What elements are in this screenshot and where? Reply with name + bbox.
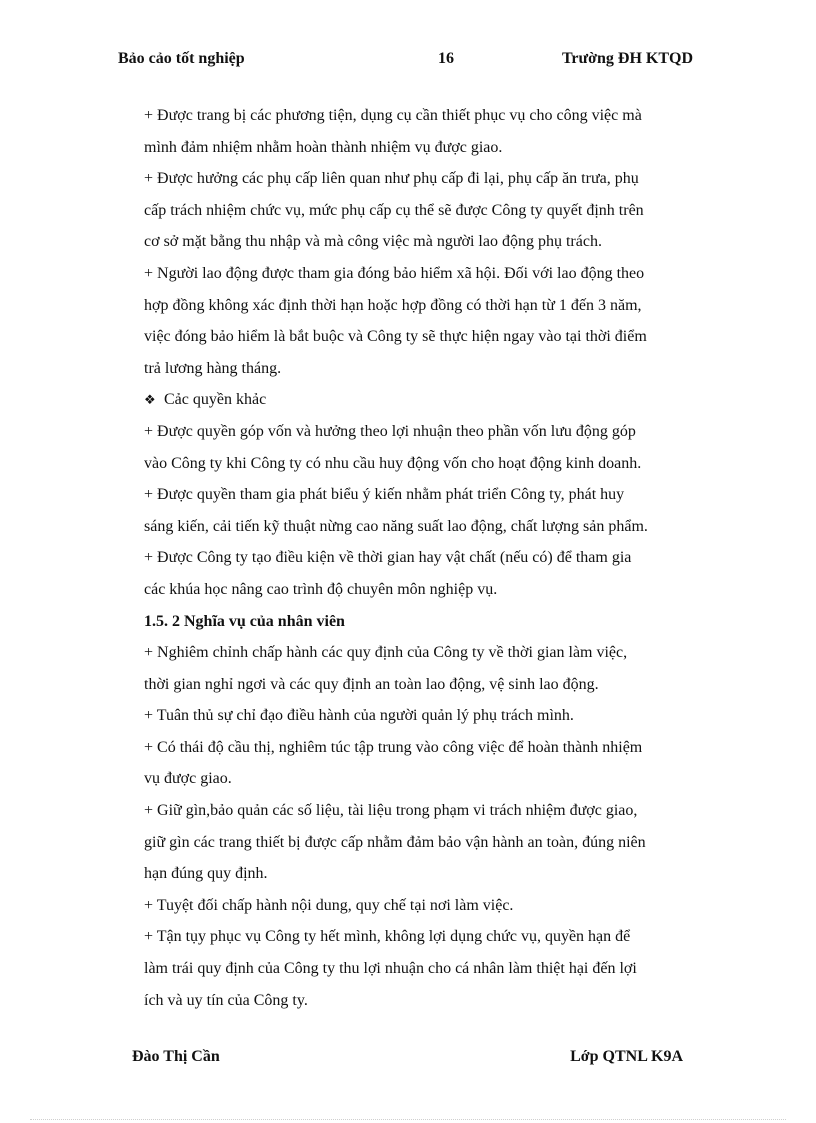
- body-line: cơ sở mặt bằng thu nhập và mà công việc mà người lao động phụ trách.: [144, 233, 602, 251]
- body-line: trả lương hàng tháng.: [144, 359, 282, 377]
- body-line: + Được hưởng các phụ cấp liên quan như phụ cấp đi lại, phụ cấp ăn trưa, phụ: [144, 170, 639, 188]
- body-line: hợp đồng không xác định thời hạn hoặc hợp đồng có thời hạn từ 1 đến 3 năm,: [144, 296, 642, 314]
- header-report-title: Bảo cảo tốt nghiệp: [118, 50, 245, 67]
- subsection-heading: [144, 384, 692, 416]
- body-line: hạn đúng quy định.: [144, 865, 268, 883]
- body-line: + Được quyền tham gia phát biểu ý kiến nhằm phát triển Công ty, phát huy: [144, 486, 625, 504]
- body-line: + Được quyền góp vốn và hưởng theo lợi nhuận theo phần vốn lưu động góp: [144, 422, 636, 440]
- header-school-name: Trường ĐH KTQD: [561, 50, 693, 67]
- body-line: + Tuân thủ sự chỉ đạo điều hành của người quản lý phụ trách mình.: [144, 707, 574, 725]
- footer-author: Đào Thị Cần: [132, 1048, 220, 1065]
- subsection-label: Cảc quyền khảc: [164, 391, 267, 409]
- body-line: + Tận tụy phục vụ Công ty hết mình, không lợi dụng chức vụ, quyền hạn để: [144, 928, 631, 946]
- body-line: giữ gìn các trang thiết bị được cấp nhằm đảm bảo vận hành an toàn, đúng niên: [144, 833, 646, 851]
- body-line: việc đóng bảo hiểm là bắt buộc và Công ty sẽ thực hiện ngay vào tại thời điểm: [144, 328, 647, 346]
- body-line: sáng kiến, cải tiến kỹ thuật nừng cao năng suất lao động, chất lượng sản phẩm.: [144, 517, 648, 535]
- body-line: ích và uy tín của Công ty.: [144, 991, 308, 1009]
- section-heading: 1.5. 2 Nghĩa vụ của nhân viên: [144, 612, 345, 630]
- body-line: vào Công ty khi Công ty có nhu cầu huy động vốn cho hoạt động kinh doanh.: [144, 454, 642, 472]
- page-header: [118, 50, 693, 74]
- body-line: vụ được giao.: [144, 770, 232, 788]
- page-footer: [132, 1048, 683, 1072]
- body-line: + Người lao động được tham gia đóng bảo hiểm xã hội. Đối với lao động theo: [144, 264, 645, 282]
- body-line: + Giữ gìn,bảo quản các số liệu, tài liệu trong phạm vi trách nhiệm được giao,: [144, 802, 638, 820]
- body-line: làm trái quy định của Công ty thu lợi nhuận cho cá nhân làm thiệt hại đến lợi: [144, 960, 637, 978]
- page-number: 16: [438, 50, 454, 67]
- body-line: các khúa học nâng cao trình độ chuyên môn nghiệp vụ.: [144, 580, 498, 598]
- body-line: + Được Công ty tạo điều kiện về thời gian hay vật chất (nếu có) để tham gia: [144, 549, 632, 567]
- body-line: thời gian nghỉ ngơi và các quy định an toàn lao động, vệ sinh lao động.: [144, 675, 599, 693]
- body-line: + Nghiêm chỉnh chấp hành các quy định của Công ty về thời gian làm việc,: [144, 644, 628, 662]
- footer-class: Lớp QTNL K9A: [570, 1048, 683, 1065]
- diamond-bullet-icon: ❖: [144, 392, 156, 408]
- document-body: [144, 100, 692, 1016]
- page-bottom-divider: [30, 1119, 786, 1120]
- body-line: + Có thái độ cầu thị, nghiêm túc tập trung vào công việc để hoàn thành nhiệm: [144, 738, 643, 756]
- body-line: mình đảm nhiệm nhằm hoàn thành nhiệm vụ được giao.: [144, 138, 503, 156]
- body-line: cấp trách nhiệm chức vụ, mức phụ cấp cụ thể sẽ được Công ty quyết định trên: [144, 201, 644, 219]
- body-line: + Được trang bị các phương tiện, dụng cụ cần thiết phục vụ cho công việc mà: [144, 107, 642, 124]
- body-line: + Tuyệt đối chấp hành nội dung, quy chế tại nơi làm việc.: [144, 896, 514, 914]
